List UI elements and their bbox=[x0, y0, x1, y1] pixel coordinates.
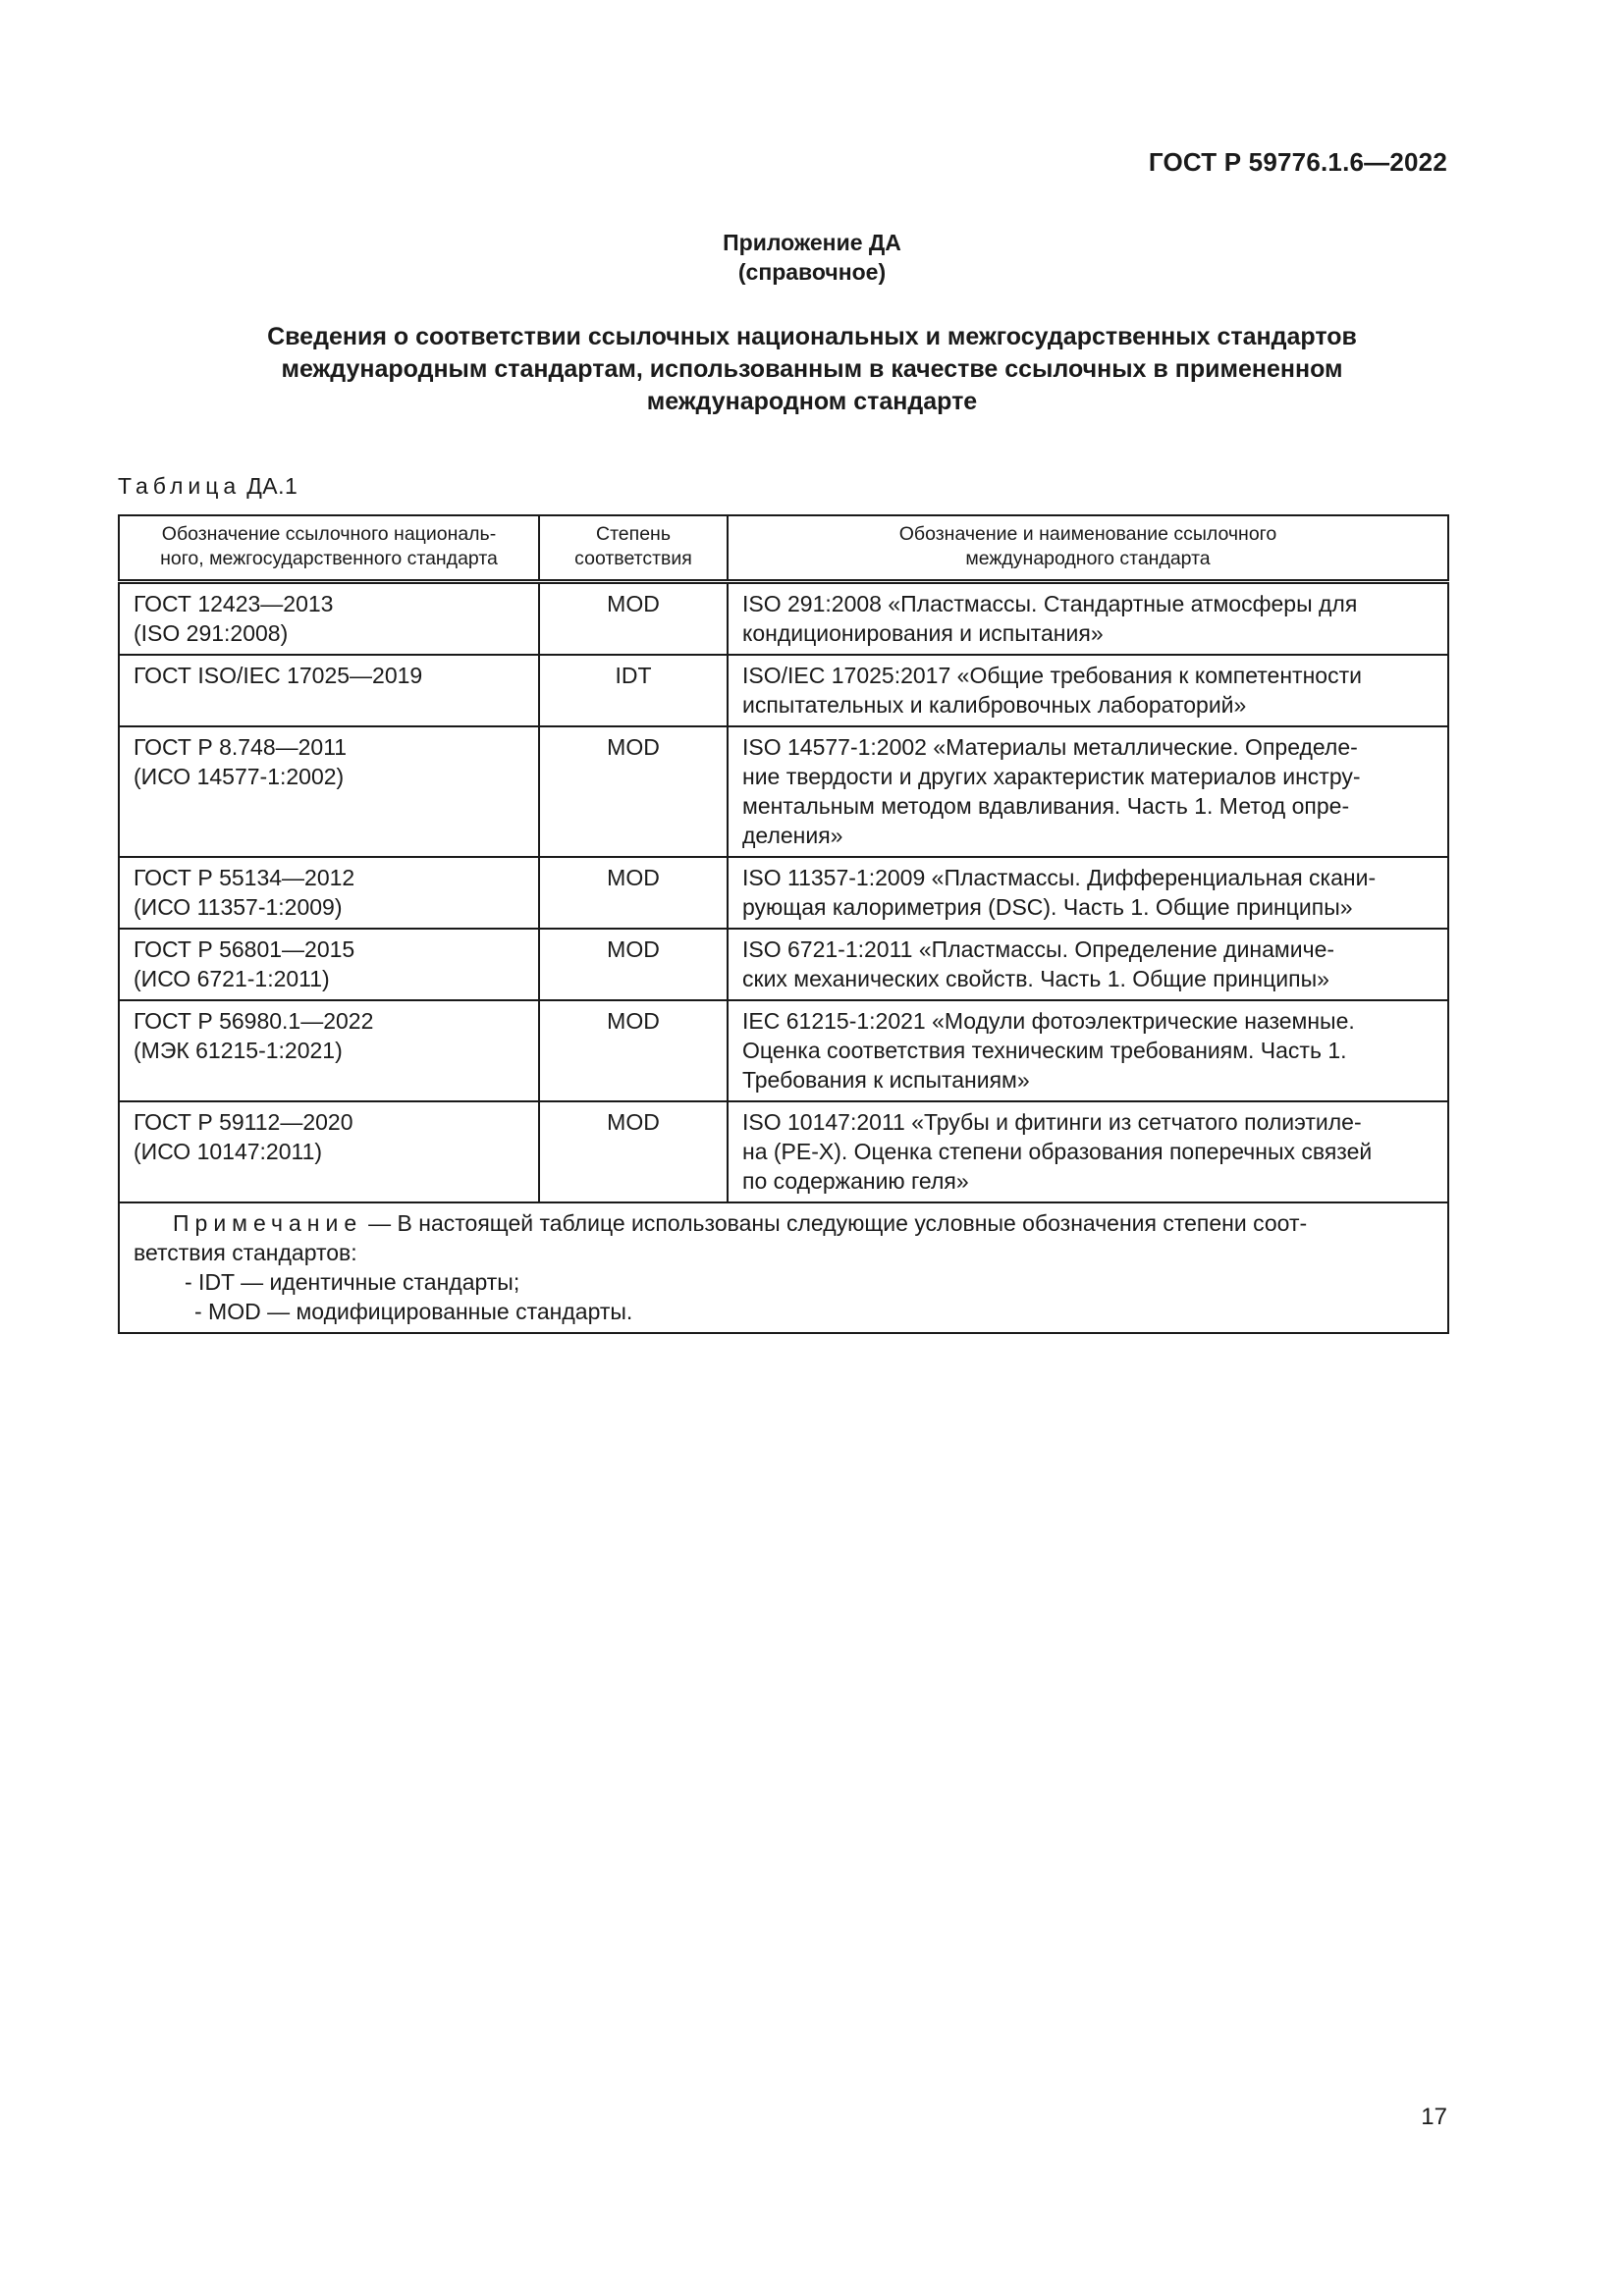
page-number: 17 bbox=[1421, 2104, 1447, 2130]
degree-cell: MOD bbox=[539, 929, 728, 1000]
document-code: ГОСТ Р 59776.1.6—2022 bbox=[1148, 147, 1447, 177]
note-text-line-1: — В настоящей таблице использованы следующие условные обозначения степени соот- bbox=[368, 1210, 1308, 1236]
ref-standard-cell: ГОСТ Р 56980.1—2022 (МЭК 61215-1:2021) bbox=[119, 1000, 539, 1101]
table-header-row bbox=[119, 515, 1448, 582]
table-caption-word: Таблица bbox=[118, 473, 242, 499]
table-note bbox=[119, 1202, 1448, 1333]
header-degree: Степень соответствия bbox=[539, 515, 728, 582]
table-row bbox=[119, 1000, 1448, 1101]
table-row bbox=[119, 857, 1448, 929]
intl-standard-cell: ISO/IEC 17025:2017 «Общие требования к компетентности испытательных и калибровочных лабораторий» bbox=[728, 655, 1448, 726]
degree-cell: MOD bbox=[539, 1000, 728, 1101]
ref-standard-cell: ГОСТ Р 59112—2020 (ИСО 10147:2011) bbox=[119, 1101, 539, 1202]
page-title bbox=[0, 321, 1624, 418]
intl-standard-cell: ISO 11357-1:2009 «Пластмассы. Дифференциальная скани- рующая калориметрия (DSC). Часть 1. Общие принципы» bbox=[728, 857, 1448, 929]
table-row bbox=[119, 582, 1448, 656]
note-item-idt: - IDT — идентичные стандарты; bbox=[185, 1269, 520, 1295]
degree-cell: MOD bbox=[539, 1101, 728, 1202]
table-row bbox=[119, 929, 1448, 1000]
ref-standard-cell: ГОСТ Р 55134—2012 (ИСО 11357-1:2009) bbox=[119, 857, 539, 929]
appendix-kind: (справочное) bbox=[737, 259, 887, 285]
table-caption-id: ДА.1 bbox=[246, 473, 298, 499]
ref-standard-cell: ГОСТ Р 8.748—2011 (ИСО 14577-1:2002) bbox=[119, 726, 539, 857]
note-heading: Примечание bbox=[173, 1210, 363, 1236]
table-caption bbox=[118, 473, 298, 500]
table-row bbox=[119, 1101, 1448, 1202]
intl-standard-cell: ISO 291:2008 «Пластмассы. Стандартные атмосферы для кондиционирования и испытания» bbox=[728, 582, 1448, 656]
intl-standard-cell: ISO 6721-1:2011 «Пластмассы. Определение динамиче- ских механических свойств. Часть 1. Общие принципы» bbox=[728, 929, 1448, 1000]
appendix-heading bbox=[0, 228, 1624, 287]
title-line-1: Сведения о соответствии ссылочных национальных и межгосударственных стандартов bbox=[267, 323, 1357, 350]
table-note-row bbox=[119, 1202, 1448, 1333]
header-ref-standard: Обозначение ссылочного националь- ного, межгосударственного стандарта bbox=[119, 515, 539, 582]
ref-standard-cell: ГОСТ 12423—2013 (ISO 291:2008) bbox=[119, 582, 539, 656]
degree-cell: MOD bbox=[539, 857, 728, 929]
ref-standard-cell: ГОСТ Р 56801—2015 (ИСО 6721-1:2011) bbox=[119, 929, 539, 1000]
table-row bbox=[119, 726, 1448, 857]
appendix-name: Приложение ДА bbox=[723, 230, 901, 255]
ref-standard-cell: ГОСТ ISO/IEC 17025—2019 bbox=[119, 655, 539, 726]
title-line-2: международным стандартам, использованным в качестве ссылочных в примененном bbox=[281, 355, 1343, 383]
degree-cell: IDT bbox=[539, 655, 728, 726]
intl-standard-cell: ISO 14577-1:2002 «Материалы металлические. Определе- ние твердости и других характеристик материалов инстру- ментальным методом вдавливания. Часть 1. Метод опре- деления» bbox=[728, 726, 1448, 857]
note-item-mod: - MOD — модифицированные стандарты. bbox=[194, 1299, 633, 1324]
header-intl-standard: Обозначение и наименование ссылочного международного стандарта bbox=[728, 515, 1448, 582]
degree-cell: MOD bbox=[539, 582, 728, 656]
intl-standard-cell: ISO 10147:2011 «Трубы и фитинги из сетчатого полиэтиле- на (PE-X). Оценка степени образования поперечных связей по содержанию геля» bbox=[728, 1101, 1448, 1202]
table-row bbox=[119, 655, 1448, 726]
standards-table bbox=[118, 514, 1449, 1334]
note-text-line-2: ветствия стандартов: bbox=[134, 1240, 357, 1265]
intl-standard-cell: IEC 61215-1:2021 «Модули фотоэлектрические наземные. Оценка соответствия техническим требованиям. Часть 1. Требования к испытаниям» bbox=[728, 1000, 1448, 1101]
title-line-3: международном стандарте bbox=[646, 388, 978, 415]
degree-cell: MOD bbox=[539, 726, 728, 857]
